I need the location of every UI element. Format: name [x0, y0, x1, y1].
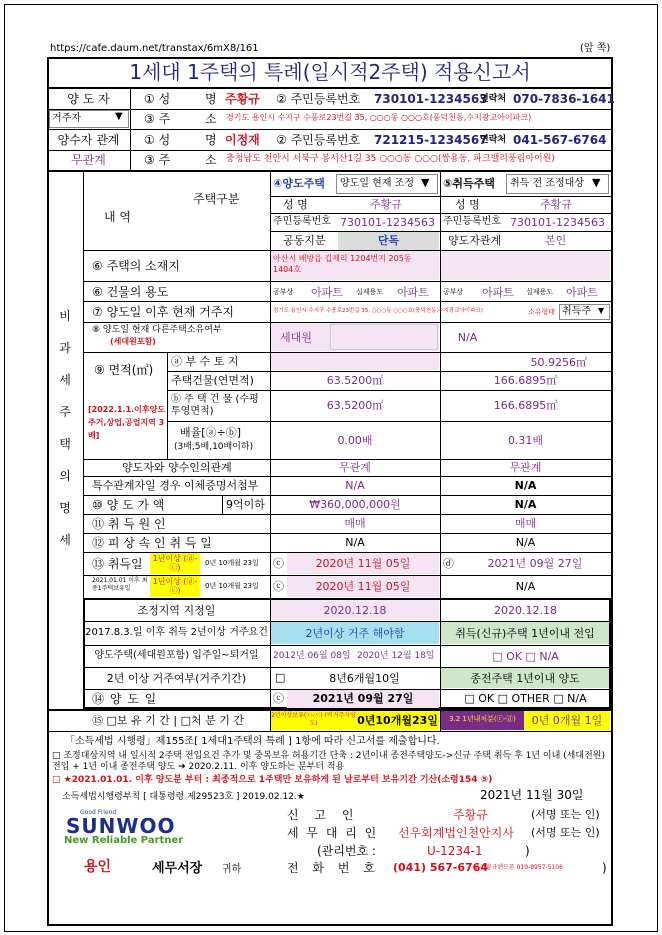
transferee-phone: 041-567-6764	[513, 133, 607, 147]
col5-title: ⑤취득주택	[443, 177, 495, 190]
tax-office: 용인	[84, 859, 112, 875]
chevron-down-icon: ▼	[598, 306, 605, 315]
statement: 「소득세법 시행령」제155조[ 1세대1주택의 특례 ] 1항에 따라 신고서를 제출합니다.	[65, 736, 440, 747]
page-title: 1세대 1주택의 특례(일시적2주택) 적용신고서	[129, 60, 531, 84]
transferee-id: 721215-1234567	[374, 133, 488, 147]
filer-name: 주황규	[453, 808, 488, 822]
transferor-phone: 070-7836-1641	[513, 92, 615, 106]
transferee-name: 이정재	[225, 133, 260, 147]
chevron-down-icon: ▼	[421, 176, 430, 189]
source-url[interactable]: https://cafe.daum.net/transtax/6mX8/161	[50, 43, 259, 54]
company-logo: SUNWOO	[66, 814, 176, 838]
transferee-address: 충청남도 천안시 서북구 봉서산1길 35 ○○○동 ○○○(쌍용동, 파크밸리풍림아이원)	[226, 154, 555, 164]
filing-date: 2021년 11월 30일	[480, 788, 584, 802]
transferor-name: 주황규	[225, 92, 260, 106]
col4-title: ④양도주택	[273, 177, 325, 190]
transferor-label: 양 도 자	[67, 92, 110, 106]
chevron-down-icon: ▼	[115, 111, 123, 122]
location-label: ⑥ 주택의 소재지	[92, 259, 180, 273]
transferee-label: 양수자 관계	[57, 133, 120, 147]
agent-name: 선우회계법인천안지사	[398, 826, 514, 840]
side-label: 비 과 세 주 택 의 명 세	[59, 309, 71, 547]
relation-value: 무관계	[71, 153, 106, 167]
page-side: (앞 쪽)	[580, 43, 611, 54]
chevron-down-icon: ▼	[592, 176, 601, 189]
residence-checkbox[interactable]: □	[275, 671, 286, 684]
phone-number: (041) 567-6764	[393, 861, 488, 874]
transferor-id: 730101-1234563	[374, 92, 488, 106]
transferor-address: 경기도 용인시 수지구 수풍로23번길 35, ○○○동 ○○○호(풍덕천동,수지광교아이파크)	[226, 113, 532, 122]
